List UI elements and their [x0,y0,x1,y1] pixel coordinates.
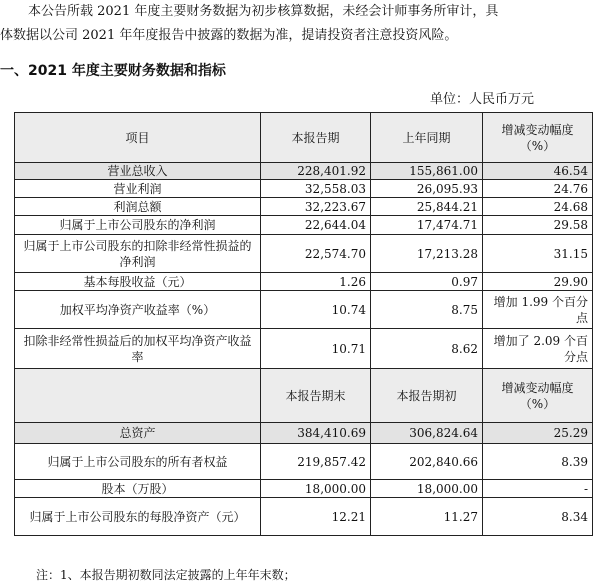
row-change: 29.58 [483,216,593,235]
row-change: 24.76 [483,180,593,198]
row-prior: 17,213.28 [371,235,483,273]
row-end: 18,000.00 [261,480,371,498]
table-row [15,216,593,235]
row-current: 10.71 [261,329,371,369]
table-row [15,235,593,273]
row-prior: 8.62 [371,329,483,369]
row-begin: 11.27 [371,498,483,536]
header-item: 项目 [15,113,261,163]
row-item: 加权平均净资产收益率（%） [15,291,261,329]
header-period-end: 本报告期末 [261,369,371,423]
header-change-rate-2: 增减变动幅度（%） [483,369,593,423]
row-end: 12.21 [261,498,371,536]
row-item: 总资产 [15,423,261,444]
table-row [15,198,593,216]
row-prior: 26,095.93 [371,180,483,198]
row-change: 增加 1.99 个百分点 [483,291,593,329]
row-current: 32,558.03 [261,180,371,198]
row-item: 归属于上市公司股东的扣除非经常性损益的净利润 [15,235,261,273]
table-row [15,423,593,444]
row-current: 10.74 [261,291,371,329]
row-end: 219,857.42 [261,444,371,480]
row-change: 8.39 [483,444,593,480]
table-row [15,329,593,369]
row-current: 1.26 [261,273,371,291]
intro-paragraph [0,0,600,48]
table-subheader-row [15,369,593,423]
row-prior: 25,844.21 [371,198,483,216]
row-item: 股本（万股） [15,480,261,498]
row-change: 24.68 [483,198,593,216]
row-item: 归属于上市公司股东的每股净资产（元） [15,498,261,536]
row-change: 25.29 [483,423,593,444]
section-title: 一、2021 年度主要财务数据和指标 [0,63,226,79]
row-current: 228,401.92 [261,163,371,180]
intro-line-1: 本公告所载 2021 年度主要财务数据为初步核算数据，未经会计师事务所审计，具 [28,4,499,19]
row-begin: 202,840.66 [371,444,483,480]
row-item: 营业总收入 [15,163,261,180]
row-item: 营业利润 [15,180,261,198]
row-prior: 155,861.00 [371,163,483,180]
unit-label: 单位：人民币万元 [430,92,535,107]
row-end: 384,410.69 [261,423,371,444]
table-row [15,498,593,536]
table-row [15,273,593,291]
row-prior: 0.97 [371,273,483,291]
table-row [15,163,593,180]
table-row [15,444,593,480]
row-prior: 17,474.71 [371,216,483,235]
row-change: 8.34 [483,498,593,536]
table-row [15,480,593,498]
row-current: 22,574.70 [261,235,371,273]
row-current: 22,644.04 [261,216,371,235]
financial-data-table [14,112,593,536]
header-period-begin: 本报告期初 [371,369,483,423]
row-prior: 8.75 [371,291,483,329]
footnote: 注：1、本报告期初数同法定披露的上年年末数； [36,568,296,582]
intro-line-2: 体数据以公司 2021 年年度报告中披露的数据为准，提请投资者注意投资风险。 [0,28,458,43]
row-begin: 18,000.00 [371,480,483,498]
row-change: 增加了 2.09 个百分点 [483,329,593,369]
row-item: 基本每股收益（元） [15,273,261,291]
header-prior-period: 上年同期 [371,113,483,163]
row-item: 利润总额 [15,198,261,216]
row-change: - [483,480,593,498]
table-row [15,291,593,329]
subheader-blank [15,369,261,423]
table-row [15,180,593,198]
row-begin: 306,824.64 [371,423,483,444]
header-current-period: 本报告期 [261,113,371,163]
row-item: 归属于上市公司股东的净利润 [15,216,261,235]
row-change: 31.15 [483,235,593,273]
header-change-rate: 增减变动幅度（%） [483,113,593,163]
row-change: 46.54 [483,163,593,180]
row-item: 扣除非经常性损益后的加权平均净资产收益率 [15,329,261,369]
row-item: 归属于上市公司股东的所有者权益 [15,444,261,480]
row-current: 32,223.67 [261,198,371,216]
table-header-row [15,113,593,163]
row-change: 29.90 [483,273,593,291]
